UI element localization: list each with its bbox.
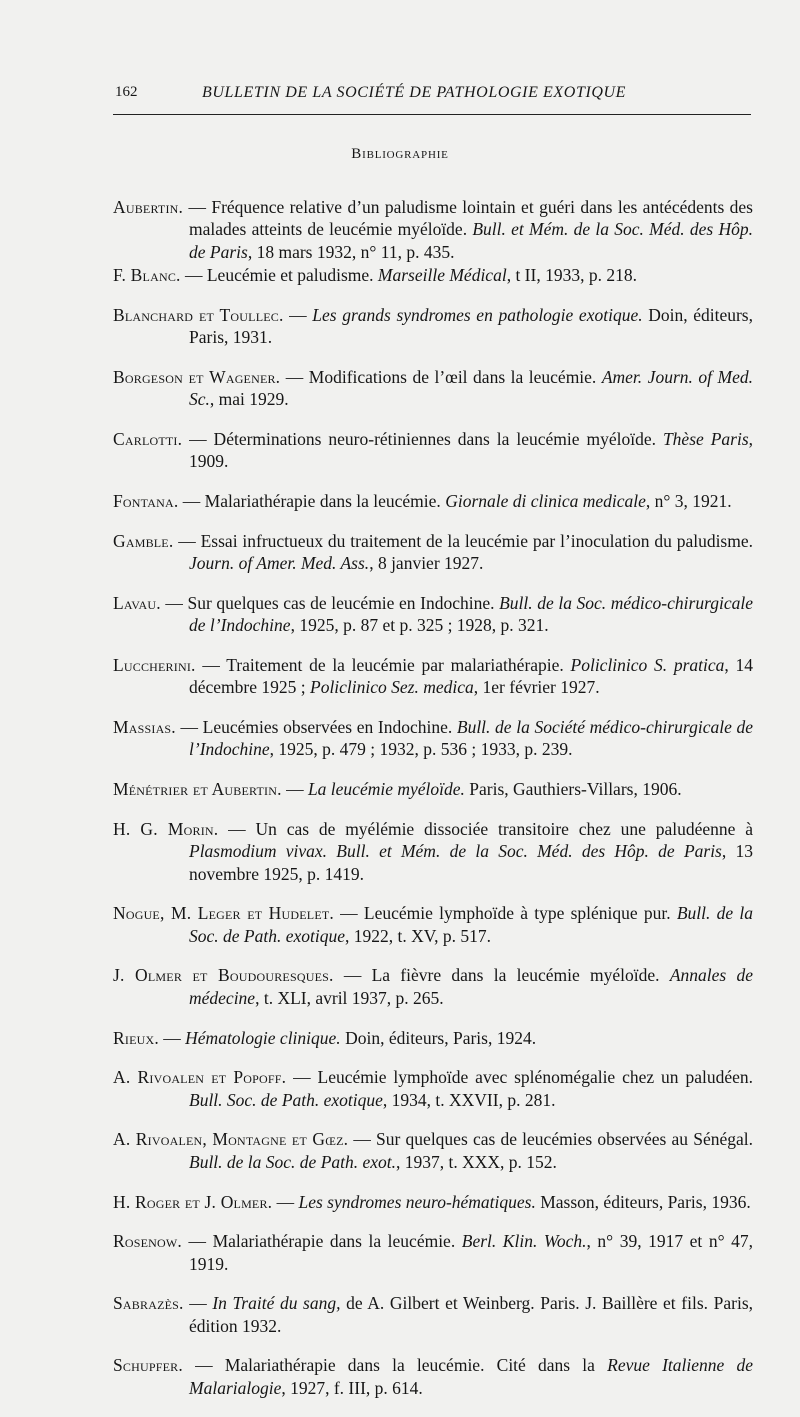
entry-source: Bull. de la Soc. de Path. exot.: [189, 1151, 397, 1172]
entry-details: de A. Gilbert et Weinberg. Paris. J. Baillère et fils. Paris, édition 1932.: [189, 1293, 753, 1336]
entry-details: , 1909.: [189, 428, 754, 472]
entry-text: — Malariathérapie dans la leucémie.: [181, 1231, 462, 1252]
entry-source: Les grands syndromes en pathologie exotique.: [312, 304, 643, 325]
entry-authors: F. Blanc.: [113, 264, 181, 285]
bibliography-entry: [113, 1027, 753, 1049]
entry-authors: Rosenow.: [113, 1231, 182, 1252]
entry-text: — Déterminations neuro-rétiniennes dans la leucémie myéloïde.: [182, 428, 663, 449]
bibliography-entry: [113, 778, 753, 800]
bibliography-entry: [113, 902, 753, 947]
entry-text: — Essai infructueux du traitement de la leucémie par l’inoculation du paludisme.: [173, 530, 753, 551]
entry-source: Thèse Paris: [662, 428, 749, 449]
entry-details: , 1937, t. XXX, p. 152.: [396, 1151, 557, 1172]
entry-details: , 1925, p. 479 ; 1932, p. 536 ; 1933, p. 239.: [269, 739, 573, 760]
entry-text: — Modifications de l’œil dans la leucémie.: [280, 366, 602, 387]
entry-source-secondary: Policlinico Sez. medica: [310, 677, 474, 698]
entry-text: — Malariathérapie dans la leucémie.: [178, 490, 446, 511]
entry-source: In Traité du sang,: [212, 1293, 341, 1314]
entry-source: Plasmodium vivax. Bull. et Mém. de la Soc. Méd. des Hôp. de Paris: [189, 841, 722, 862]
entry-source: Bull. de la Soc. de Path. exotique: [189, 903, 753, 946]
entry-source: Journ. of Amer. Med. Ass.: [189, 553, 370, 574]
bibliography-entry: [113, 1292, 753, 1337]
entry-authors: Ménétrier et Aubertin.: [113, 779, 282, 800]
section-title: Bibliographie: [351, 146, 449, 162]
entry-authors: Massias.: [113, 717, 176, 738]
entry-source: Bull. Soc. de Path. exotique: [189, 1089, 383, 1110]
entry-authors: Borgeson et Wagener.: [113, 366, 281, 387]
entry-details: Doin, éditeurs, Paris, 1924.: [340, 1027, 537, 1048]
entry-text: — Fréquence relative d’un paludisme lointain et guéri dans les antécédents des malades atteints de leucémie myéloïde.: [183, 197, 753, 240]
entry-text: — Un cas de myélémie dissociée transitoire chez une paludéenne à: [218, 818, 753, 839]
entry-authors: H. Roger et J. Olmer.: [113, 1191, 273, 1212]
bibliography-entry: [113, 964, 753, 1009]
entry-text: —: [158, 1027, 186, 1048]
entry-authors: Luccherini.: [113, 654, 196, 675]
entry-authors: Lavau.: [113, 592, 161, 613]
entry-authors: Schupfer.: [113, 1355, 183, 1376]
bibliography-entry: [113, 428, 753, 473]
entry-source: Les syndromes neuro-hématiques.: [298, 1191, 536, 1212]
bibliography-entry: [113, 490, 753, 512]
entry-source: Bull. et Mém. de la Soc. Méd. des Hôp. de Paris: [189, 219, 754, 262]
bibliography-entry: [113, 1354, 753, 1399]
entry-text: — Leucémie lymphoïde à type splénique pur.: [333, 903, 677, 924]
bibliography-entry: [113, 1128, 753, 1173]
entry-source: Annales de médecine: [189, 965, 753, 1008]
header-rule: [113, 114, 751, 115]
entry-authors: Carlotti.: [113, 428, 183, 449]
entry-source: Bull. de la Soc. médico-chirurgicale de l’Indochine: [189, 592, 753, 636]
bibliography-entry: [113, 1066, 753, 1111]
bibliography-entry: [113, 196, 753, 263]
entry-text: — Leucémies observées en Indochine.: [175, 717, 457, 738]
bibliography-entry: [113, 264, 753, 286]
bibliography-entry: [113, 1191, 753, 1213]
entry-details: , t II, 1933, p. 218.: [506, 264, 637, 285]
entry-details: , 18 mars 1932, n° 11, p. 435.: [247, 241, 455, 262]
entry-details: , 1922, t. XV, p. 517.: [345, 925, 492, 946]
entry-text: — Leucémie et paludisme.: [180, 264, 378, 285]
entry-details: Masson, éditeurs, Paris, 1936.: [535, 1191, 751, 1212]
entry-source: La leucémie myéloïde.: [307, 779, 465, 800]
entry-authors: H. G. Morin.: [113, 818, 219, 839]
bibliography-entry: [113, 654, 753, 699]
bibliography-list: [113, 196, 753, 1417]
bibliography-entry: [113, 592, 753, 637]
journal-title: BULLETIN DE LA SOCIÉTÉ DE PATHOLOGIE EXOTIQUE: [202, 84, 627, 101]
entry-authors: A. Rivoalen et Popoff.: [113, 1067, 287, 1088]
entry-details: , 1925, p. 87 et p. 325 ; 1928, p. 321.: [290, 615, 549, 636]
entry-authors: A. Rivoalen, Montagne et Gœz.: [113, 1129, 349, 1150]
bibliography-entry: [113, 818, 753, 885]
entry-source: Marseille Médical: [377, 264, 507, 285]
entry-source: Hématologie clinique.: [185, 1027, 341, 1048]
entry-authors: J. Olmer et Boudouresques.: [113, 965, 334, 986]
entry-text: —: [183, 1293, 213, 1314]
entry-source: Berl. Klin. Woch.: [461, 1231, 587, 1252]
entry-source: Bull. de la Société médico-chirurgicale de l’Indochine: [189, 717, 753, 760]
entry-details: , mai 1929.: [209, 389, 289, 410]
entry-details-secondary: , 1er février 1927.: [473, 677, 600, 698]
entry-text: —: [272, 1191, 299, 1212]
entry-source: Revue Italienne de Malarialogie: [189, 1355, 753, 1398]
page-number: 162: [115, 84, 138, 100]
entry-authors: Sabrazès.: [113, 1293, 184, 1314]
entry-authors: Gamble.: [113, 530, 174, 551]
entry-details: , n° 39, 1917 et n° 47, 1919.: [189, 1231, 753, 1274]
entry-text: — Sur quelques cas de leucémie en Indochine.: [160, 592, 500, 613]
entry-text: — Leucémie lymphoïde avec splénomégalie chez un paludéen.: [286, 1067, 753, 1088]
entry-text: — Malariathérapie dans la leucémie. Cité dans la: [182, 1355, 608, 1376]
bibliography-entry: [113, 1230, 753, 1275]
entry-details: Paris, Gauthiers-Villars, 1906.: [464, 779, 682, 800]
entry-details: , t. XLI, avril 1937, p. 265.: [255, 987, 444, 1008]
entry-details: , 1927, f. III, p. 614.: [281, 1377, 423, 1398]
entry-details: , 8 janvier 1927.: [369, 553, 484, 574]
entry-text: —: [281, 779, 308, 800]
entry-text: —: [283, 304, 313, 325]
entry-authors: Blanchard et Toullec.: [113, 304, 284, 325]
entry-details: Doin, éditeurs, Paris, 1931.: [189, 304, 753, 347]
entry-source: Amer. Journ. of Med. Sc.: [189, 366, 753, 410]
entry-details: , 13 novembre 1925, p. 1419.: [189, 841, 754, 884]
entry-source: Policlinico S. pratica: [570, 654, 725, 675]
entry-source: Giornale di clinica medicale: [445, 490, 646, 511]
bibliography-entry: [113, 530, 753, 575]
bibliography-entry: [113, 304, 753, 349]
entry-details: , 1934, t. XXVII, p. 281.: [382, 1089, 556, 1110]
entry-text: — Traitement de la leucémie par malariathérapie.: [195, 654, 571, 675]
bibliography-entry: [113, 716, 753, 761]
entry-details: , n° 3, 1921.: [645, 490, 732, 511]
entry-authors: Rieux.: [113, 1027, 159, 1048]
entry-authors: Aubertin.: [113, 197, 184, 217]
bibliography-entry: [113, 366, 753, 411]
entry-details: , 14 décembre 1925 ;: [189, 654, 753, 698]
entry-authors: Fontana.: [113, 490, 179, 511]
running-head: [115, 84, 755, 110]
entry-text: — La fièvre dans la leucémie myéloïde.: [333, 965, 670, 986]
entry-text: — Sur quelques cas de leucémies observées au Sénégal.: [348, 1129, 753, 1150]
entry-authors: Nogue, M. Leger et Hudelet.: [113, 903, 334, 924]
